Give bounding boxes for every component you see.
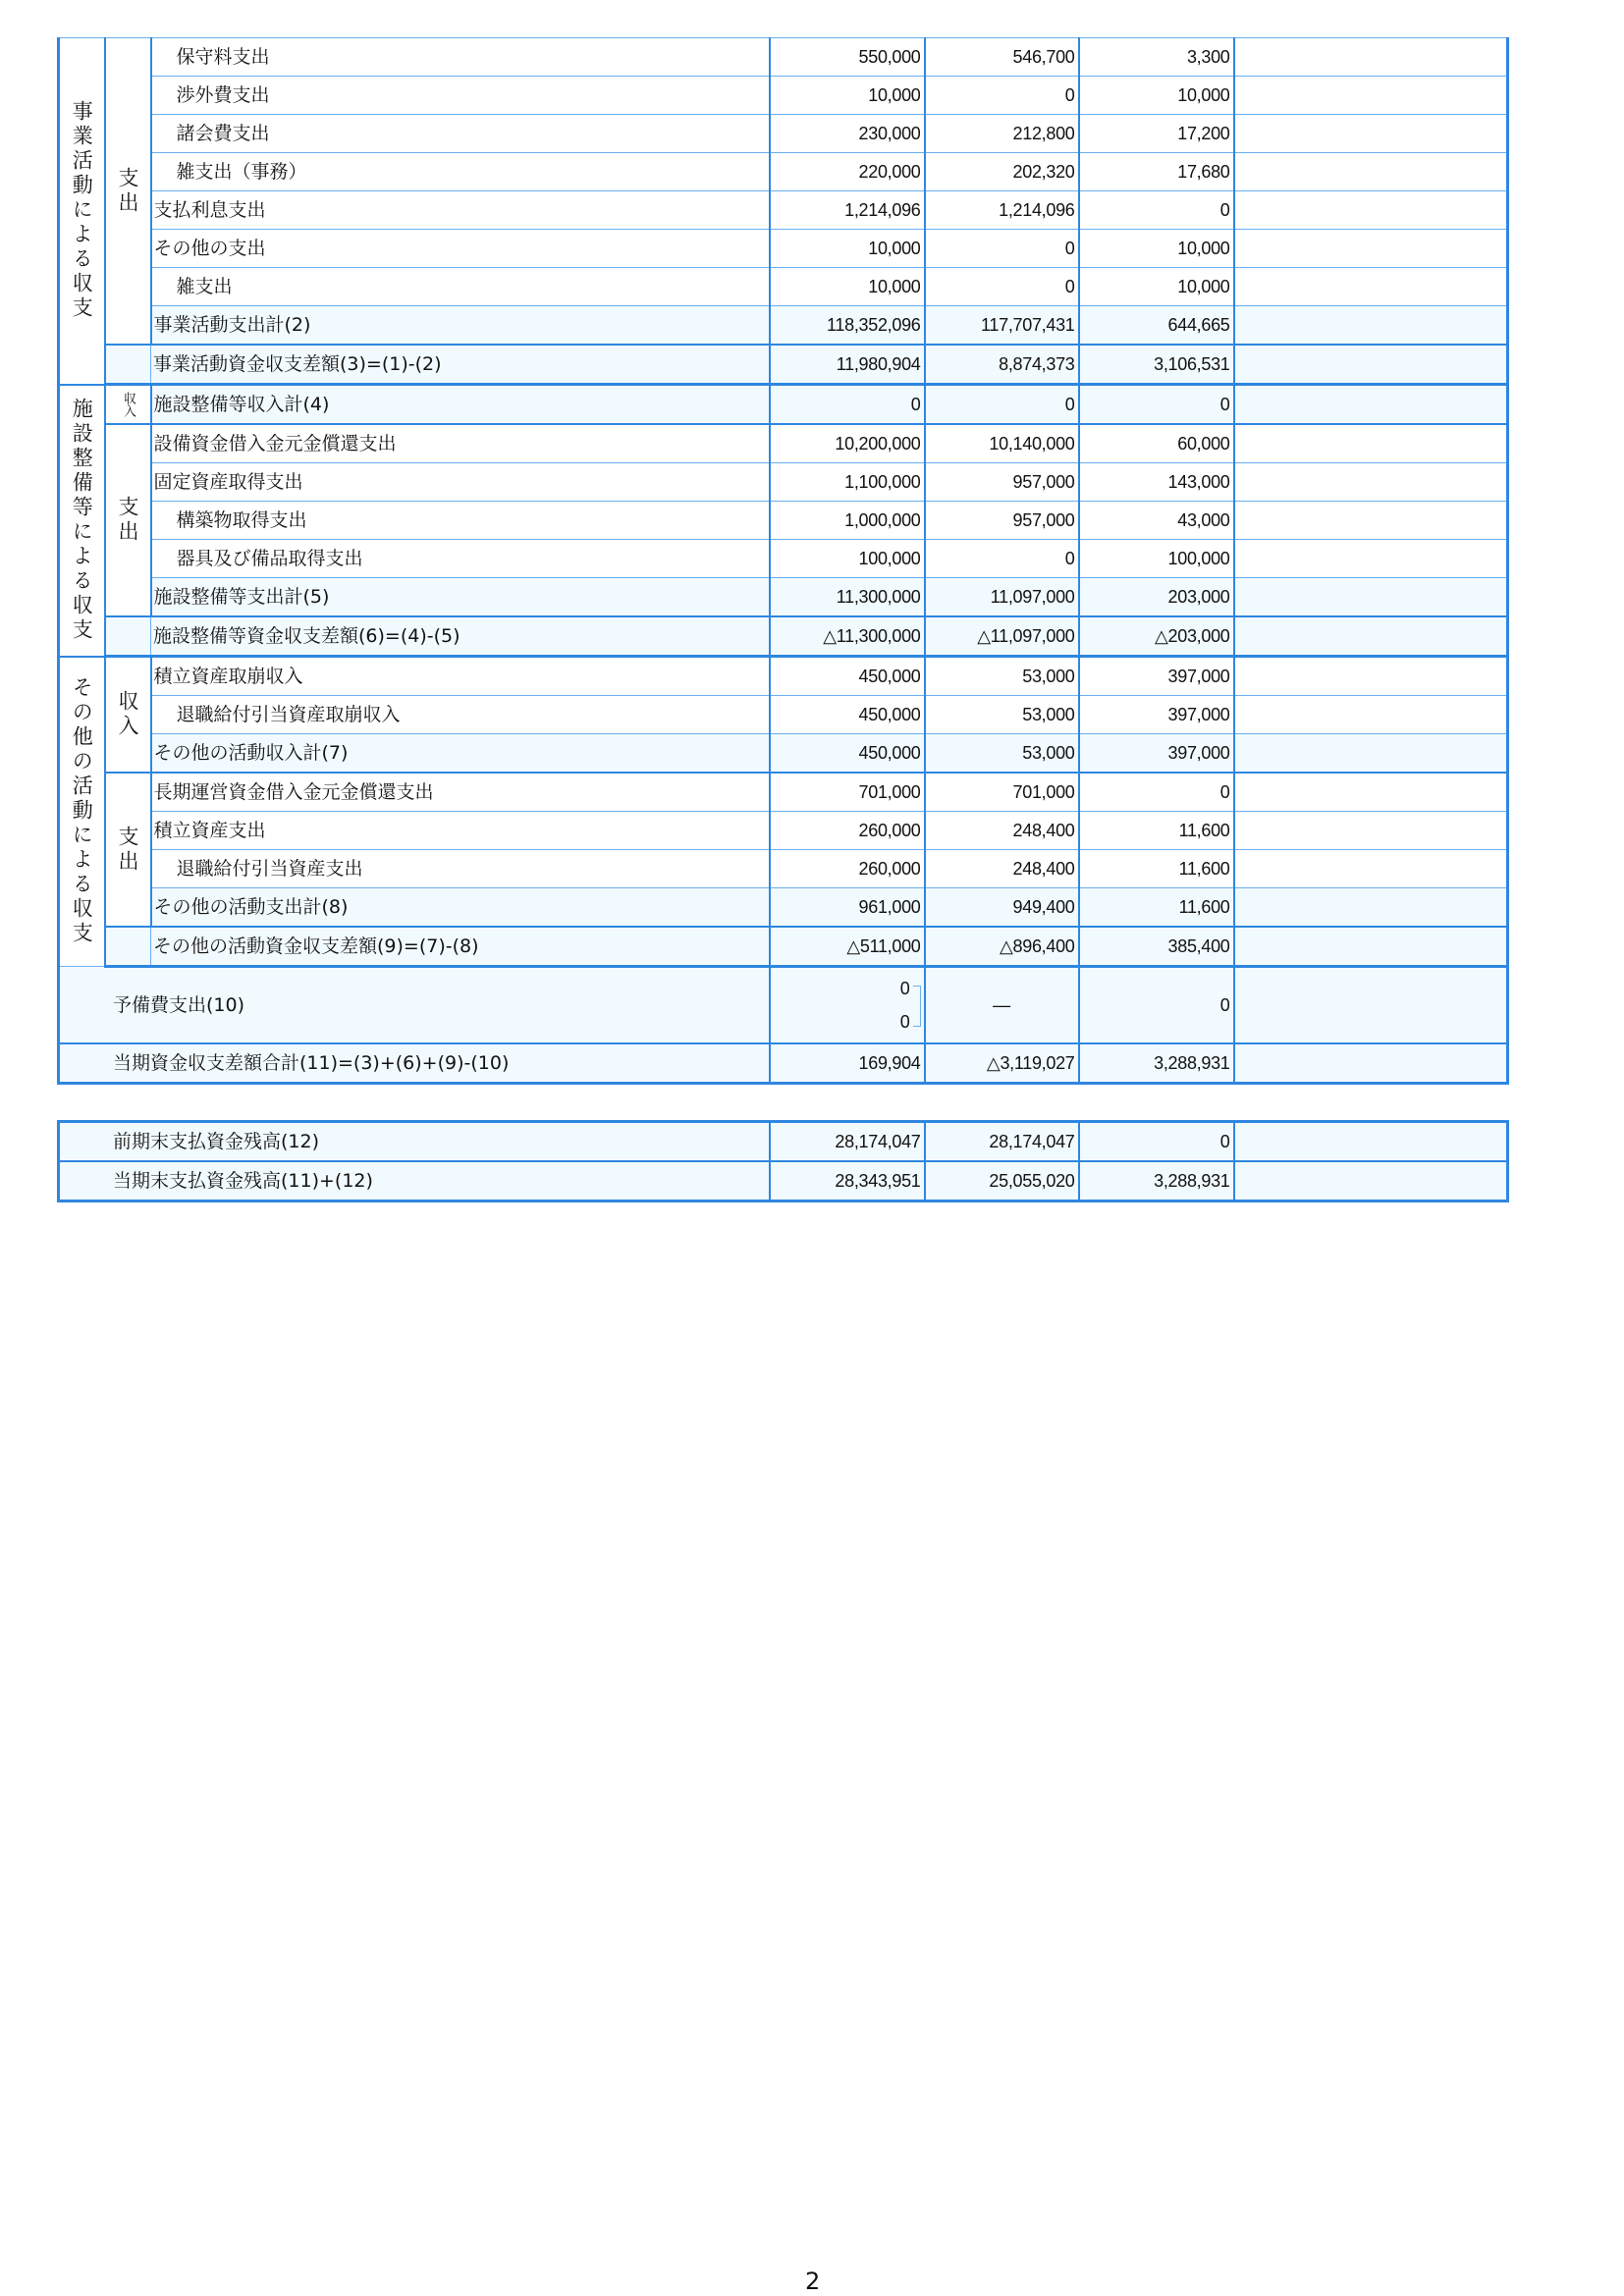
memo-cell: [1234, 1043, 1508, 1084]
actual-cell: △11,097,000: [925, 616, 1079, 657]
memo-cell: [1234, 696, 1508, 734]
actual-cell: 0: [925, 385, 1079, 425]
memo-cell: [1234, 578, 1508, 617]
actual-cell: 546,700: [925, 38, 1079, 77]
diff-cell: 10,000: [1079, 77, 1234, 115]
diff-cell: 203,000: [1079, 578, 1234, 617]
table-row: [59, 38, 1508, 77]
actual-cell: 0: [925, 230, 1079, 268]
actual-cell: 10,140,000: [925, 424, 1079, 463]
row-label: 積立資産支出: [151, 812, 770, 850]
budget-cell: [770, 967, 925, 1044]
memo-cell: [1234, 812, 1508, 850]
row-label: 当期資金収支差額合計(11)=(3)+(6)+(9)-(10): [59, 1043, 770, 1084]
diff-cell: 43,000: [1079, 502, 1234, 540]
cash-flow-statement-table: [57, 37, 1509, 1085]
blank-cell: [105, 927, 151, 967]
budget-cell: 10,000: [770, 230, 925, 268]
diff-cell: 0: [1079, 967, 1234, 1044]
memo-cell: [1234, 230, 1508, 268]
memo-cell: [1234, 306, 1508, 346]
actual-cell: 0: [925, 540, 1079, 578]
diff-cell: 0: [1079, 1122, 1234, 1162]
subtotal-row: [59, 888, 1508, 928]
actual-cell: 53,000: [925, 734, 1079, 774]
diff-cell: 60,000: [1079, 424, 1234, 463]
budget-cell: 1,100,000: [770, 463, 925, 502]
diff-cell: 397,000: [1079, 734, 1234, 774]
table-row: [59, 153, 1508, 191]
memo-cell: [1234, 191, 1508, 230]
actual-cell: 949,400: [925, 888, 1079, 928]
row-label: 器具及び備品取得支出: [151, 540, 770, 578]
row-label: 構築物取得支出: [151, 502, 770, 540]
actual-cell: △3,119,027: [925, 1043, 1079, 1084]
budget-cell: 450,000: [770, 696, 925, 734]
budget-cell: 701,000: [770, 773, 925, 812]
diff-cell: 10,000: [1079, 268, 1234, 306]
row-label: 退職給付引当資産支出: [151, 850, 770, 888]
row-label: 積立資産取崩収入: [151, 657, 770, 696]
diff-cell: 0: [1079, 773, 1234, 812]
table-row: [59, 540, 1508, 578]
blank-cell: [105, 616, 151, 657]
memo-cell: [1234, 1122, 1508, 1162]
subtotal-row: [59, 734, 1508, 774]
table-row: [59, 77, 1508, 115]
budget-cell: 0: [770, 385, 925, 425]
diff-cell: 11,600: [1079, 888, 1234, 928]
subtotal-row: [59, 385, 1508, 425]
actual-cell: 0: [925, 77, 1079, 115]
row-label: その他の活動支出計(8): [151, 888, 770, 928]
diff-cell: 11,600: [1079, 850, 1234, 888]
actual-cell: 202,320: [925, 153, 1079, 191]
memo-cell: [1234, 773, 1508, 812]
actual-cell: 957,000: [925, 502, 1079, 540]
actual-cell: 212,800: [925, 115, 1079, 153]
memo-cell: [1234, 115, 1508, 153]
section-label-operating: 事業活動による収支: [59, 38, 105, 385]
row-label: 長期運営資金借入金元金償還支出: [151, 773, 770, 812]
diff-cell: 0: [1079, 191, 1234, 230]
memo-cell: [1234, 540, 1508, 578]
period-total-row: [59, 1043, 1508, 1084]
budget-cell: 1,000,000: [770, 502, 925, 540]
section-label-facility: 施設整備等による収支: [59, 385, 105, 657]
budget-cell: △511,000: [770, 927, 925, 967]
diff-cell: 644,665: [1079, 306, 1234, 346]
sub-label-expense: 支出: [105, 424, 151, 616]
diff-cell: 3,300: [1079, 38, 1234, 77]
budget-cell: 230,000: [770, 115, 925, 153]
actual-cell: 701,000: [925, 773, 1079, 812]
row-label: 渉外費支出: [151, 77, 770, 115]
table-row: [59, 812, 1508, 850]
subtotal-row: [59, 306, 1508, 346]
balance-row: [59, 616, 1508, 657]
budget-cell: 28,174,047: [770, 1122, 925, 1162]
row-label: 雑支出（事務）: [151, 153, 770, 191]
row-label: 支払利息支出: [151, 191, 770, 230]
actual-cell: 53,000: [925, 696, 1079, 734]
actual-cell: 0: [925, 268, 1079, 306]
diff-cell: 17,200: [1079, 115, 1234, 153]
memo-cell: [1234, 38, 1508, 77]
row-label: 固定資産取得支出: [151, 463, 770, 502]
memo-cell: [1234, 734, 1508, 774]
memo-cell: [1234, 927, 1508, 967]
blank-cell: [105, 345, 151, 385]
row-label: 雑支出: [151, 268, 770, 306]
actual-cell: —: [925, 967, 1079, 1044]
sub-label-income: 収入: [105, 385, 151, 425]
budget-cell: 550,000: [770, 38, 925, 77]
diff-cell: 143,000: [1079, 463, 1234, 502]
actual-cell: 28,174,047: [925, 1122, 1079, 1162]
memo-cell: [1234, 850, 1508, 888]
memo-cell: [1234, 77, 1508, 115]
diff-cell: 10,000: [1079, 230, 1234, 268]
table-row: [59, 657, 1508, 696]
sub-label-expense: 支出: [105, 38, 151, 346]
actual-cell: 1,214,096: [925, 191, 1079, 230]
table-row: [59, 230, 1508, 268]
budget-cell: 260,000: [770, 850, 925, 888]
budget-cell: 10,000: [770, 268, 925, 306]
budget-cell: △11,300,000: [770, 616, 925, 657]
table-row: [59, 268, 1508, 306]
memo-cell: [1234, 616, 1508, 657]
memo-cell: [1234, 424, 1508, 463]
fund-balance-table: [57, 1120, 1509, 1202]
balance-row: [59, 927, 1508, 967]
bracket-icon: [913, 986, 921, 1027]
diff-cell: △203,000: [1079, 616, 1234, 657]
diff-cell: 0: [1079, 385, 1234, 425]
budget-cell: 961,000: [770, 888, 925, 928]
table-row: [59, 1161, 1508, 1201]
sub-label-income: 収入: [105, 657, 151, 774]
table-row: [59, 424, 1508, 463]
actual-cell: 11,097,000: [925, 578, 1079, 617]
table-row: [59, 850, 1508, 888]
budget-cell: 220,000: [770, 153, 925, 191]
memo-cell: [1234, 385, 1508, 425]
section-label-other: その他の活動による収支: [59, 657, 105, 967]
diff-cell: 397,000: [1079, 657, 1234, 696]
row-label: 設備資金借入金元金償還支出: [151, 424, 770, 463]
diff-cell: 3,288,931: [1079, 1043, 1234, 1084]
actual-cell: 957,000: [925, 463, 1079, 502]
budget-cell: 11,300,000: [770, 578, 925, 617]
table-row: [59, 1122, 1508, 1162]
memo-cell: [1234, 153, 1508, 191]
table-row: [59, 115, 1508, 153]
row-label: その他の活動収入計(7): [151, 734, 770, 774]
budget-cell: 28,343,951: [770, 1161, 925, 1201]
diff-cell: 17,680: [1079, 153, 1234, 191]
diff-cell: 385,400: [1079, 927, 1234, 967]
row-label: 予備費支出(10): [59, 967, 770, 1044]
table-row: [59, 502, 1508, 540]
row-label: 前期末支払資金残高(12): [59, 1122, 770, 1162]
budget-cell: 260,000: [770, 812, 925, 850]
table-row: [59, 191, 1508, 230]
diff-cell: 397,000: [1079, 696, 1234, 734]
row-label: 事業活動支出計(2): [151, 306, 770, 346]
diff-cell: 3,288,931: [1079, 1161, 1234, 1201]
actual-cell: 8,874,373: [925, 345, 1079, 385]
actual-cell: 25,055,020: [925, 1161, 1079, 1201]
page-number: 2: [805, 2268, 821, 2295]
table-row: [59, 773, 1508, 812]
budget-cell: 10,000: [770, 77, 925, 115]
memo-cell: [1234, 1161, 1508, 1201]
row-label: 事業活動資金収支差額(3)=(1)-(2): [151, 345, 770, 385]
memo-cell: [1234, 268, 1508, 306]
actual-cell: 248,400: [925, 812, 1079, 850]
diff-cell: 11,600: [1079, 812, 1234, 850]
reserve-row: [59, 967, 1508, 1044]
diff-cell: 100,000: [1079, 540, 1234, 578]
memo-cell: [1234, 888, 1508, 928]
memo-cell: [1234, 967, 1508, 1044]
row-label: 保守料支出: [151, 38, 770, 77]
row-label: 施設整備等資金収支差額(6)=(4)-(5): [151, 616, 770, 657]
budget-cell: 450,000: [770, 657, 925, 696]
row-label: 当期末支払資金残高(11)+(12): [59, 1161, 770, 1201]
actual-cell: 248,400: [925, 850, 1079, 888]
budget-cell: 11,980,904: [770, 345, 925, 385]
budget-cell: 100,000: [770, 540, 925, 578]
budget-top-value: 0: [899, 979, 910, 998]
row-label: 退職給付引当資産取崩収入: [151, 696, 770, 734]
budget-cell: 10,200,000: [770, 424, 925, 463]
sub-label-expense: 支出: [105, 773, 151, 927]
row-label: 諸会費支出: [151, 115, 770, 153]
memo-cell: [1234, 502, 1508, 540]
row-label: その他の支出: [151, 230, 770, 268]
row-label: 施設整備等支出計(5): [151, 578, 770, 617]
actual-cell: 117,707,431: [925, 306, 1079, 346]
row-label: その他の活動資金収支差額(9)=(7)-(8): [151, 927, 770, 967]
budget-cell: 1,214,096: [770, 191, 925, 230]
budget-cell: 450,000: [770, 734, 925, 774]
memo-cell: [1234, 345, 1508, 385]
table-row: [59, 696, 1508, 734]
memo-cell: [1234, 463, 1508, 502]
row-label: 施設整備等収入計(4): [151, 385, 770, 425]
actual-cell: △896,400: [925, 927, 1079, 967]
table-row: [59, 463, 1508, 502]
budget-cell: 169,904: [770, 1043, 925, 1084]
balance-row: [59, 345, 1508, 385]
actual-cell: 53,000: [925, 657, 1079, 696]
diff-cell: 3,106,531: [1079, 345, 1234, 385]
budget-bottom-value: 0: [899, 1012, 910, 1032]
subtotal-row: [59, 578, 1508, 617]
budget-cell: 118,352,096: [770, 306, 925, 346]
memo-cell: [1234, 657, 1508, 696]
